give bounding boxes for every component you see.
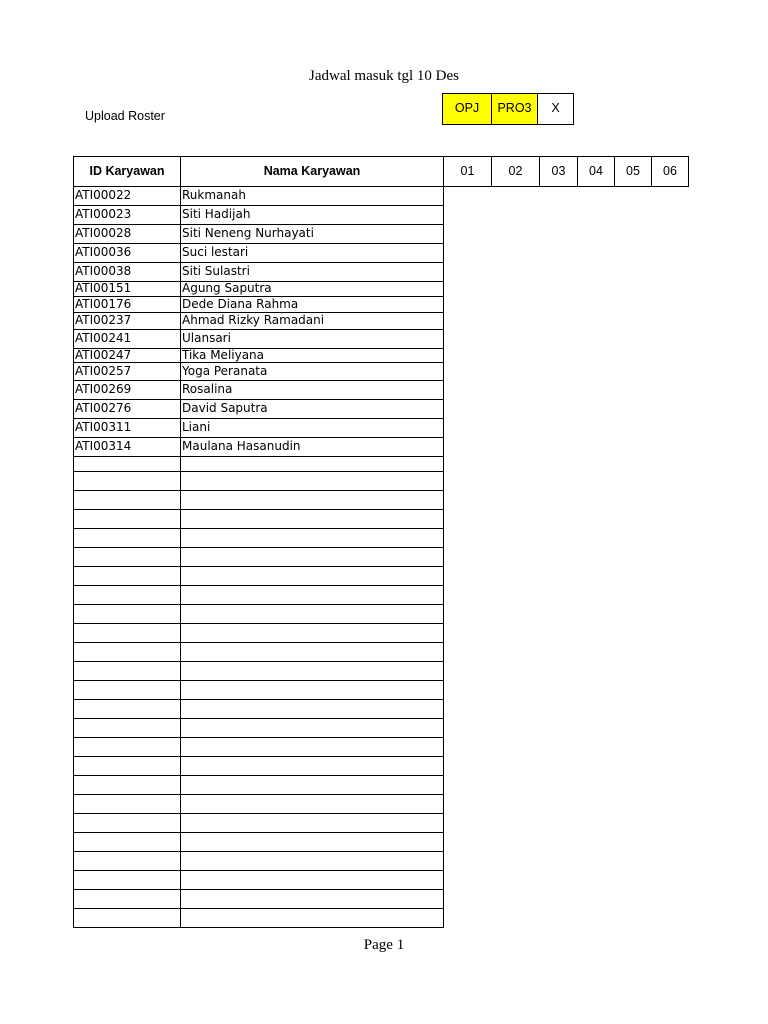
page-number: Page 1	[363, 937, 405, 953]
employee-name-cell: Rosalina	[181, 381, 444, 400]
employee-id-cell	[74, 510, 181, 529]
employee-id-cell: ATI00269	[74, 381, 181, 400]
employee-name-cell	[181, 757, 444, 776]
table-row	[74, 438, 689, 457]
employee-id-cell	[74, 472, 181, 491]
table-row	[74, 643, 689, 662]
table-row	[74, 187, 689, 206]
employee-name-cell	[181, 605, 444, 624]
table-row	[74, 814, 689, 833]
table-row	[74, 833, 689, 852]
employee-name-cell	[181, 643, 444, 662]
employee-name-cell	[181, 472, 444, 491]
table-body	[74, 187, 689, 928]
employee-id-cell	[74, 757, 181, 776]
employee-id-cell	[74, 681, 181, 700]
employee-id-cell	[74, 605, 181, 624]
table-row	[74, 282, 689, 297]
employee-name-cell	[181, 719, 444, 738]
table-row	[74, 297, 689, 313]
employee-id-cell: ATI00022	[74, 187, 181, 206]
table-row	[74, 400, 689, 419]
employee-id-cell	[74, 814, 181, 833]
employee-name-cell	[181, 662, 444, 681]
table-row	[74, 605, 689, 624]
employee-id-cell: ATI00247	[74, 349, 181, 363]
employee-name-cell	[181, 738, 444, 757]
employee-name-cell: Ulansari	[181, 330, 444, 349]
table-row	[74, 244, 689, 263]
table-row	[74, 890, 689, 909]
employee-name-cell: Agung Saputra	[181, 282, 444, 297]
employee-id-cell	[74, 719, 181, 738]
table-row	[74, 381, 689, 400]
table-row	[74, 681, 689, 700]
employee-name-cell	[181, 491, 444, 510]
employee-name-cell: Tika Meliyana	[181, 349, 444, 363]
employee-name-cell	[181, 567, 444, 586]
employee-name-cell	[181, 700, 444, 719]
table-row	[74, 719, 689, 738]
employee-name-cell	[181, 681, 444, 700]
shift-legend	[442, 93, 574, 125]
employee-name-cell: Rukmanah	[181, 187, 444, 206]
employee-id-cell: ATI00314	[74, 438, 181, 457]
employee-id-cell: ATI00151	[74, 282, 181, 297]
table-row	[74, 263, 689, 282]
employee-id-cell: ATI00176	[74, 297, 181, 313]
employee-id-cell: ATI00028	[74, 225, 181, 244]
table-row	[74, 510, 689, 529]
employee-id-cell: ATI00036	[74, 244, 181, 263]
employee-name-cell: Dede Diana Rahma	[181, 297, 444, 313]
employee-id-cell	[74, 624, 181, 643]
employee-name-cell	[181, 871, 444, 890]
employee-id-cell	[74, 871, 181, 890]
employee-name-cell	[181, 852, 444, 871]
table-row	[74, 909, 689, 928]
employee-name-cell	[181, 529, 444, 548]
employee-name-cell	[181, 586, 444, 605]
header-day-04: 04	[578, 156, 615, 187]
table-row	[74, 567, 689, 586]
page-title: Jadwal masuk tgl 10 Des	[309, 68, 459, 84]
employee-name-cell	[181, 624, 444, 643]
header-name: Nama Karyawan	[181, 156, 444, 187]
employee-name-cell	[181, 510, 444, 529]
employee-id-cell	[74, 548, 181, 567]
legend-x: X	[538, 94, 574, 124]
employee-id-cell	[74, 529, 181, 548]
table-row	[74, 871, 689, 890]
employee-id-cell: ATI00237	[74, 313, 181, 330]
table-row	[74, 852, 689, 871]
employee-name-cell	[181, 909, 444, 928]
header-day-03: 03	[540, 156, 578, 187]
employee-id-cell	[74, 662, 181, 681]
employee-id-cell: ATI00257	[74, 363, 181, 381]
table-row	[74, 738, 689, 757]
employee-id-cell	[74, 643, 181, 662]
employee-id-cell	[74, 795, 181, 814]
employee-id-cell	[74, 833, 181, 852]
employee-id-cell	[74, 909, 181, 928]
header-day-06: 06	[652, 156, 689, 187]
employee-name-cell: Siti Hadijah	[181, 206, 444, 225]
employee-name-cell	[181, 890, 444, 909]
employee-name-cell: David Saputra	[181, 400, 444, 419]
employee-name-cell: Yoga Peranata	[181, 363, 444, 381]
table-row	[74, 586, 689, 605]
employee-name-cell: Siti Sulastri	[181, 263, 444, 282]
employee-id-cell	[74, 457, 181, 472]
table-row	[74, 349, 689, 363]
employee-id-cell	[74, 890, 181, 909]
employee-name-cell	[181, 548, 444, 567]
employee-name-cell: Suci lestari	[181, 244, 444, 263]
table-row	[74, 472, 689, 491]
table-row	[74, 662, 689, 681]
table-row	[74, 795, 689, 814]
table-row	[74, 700, 689, 719]
employee-id-cell	[74, 567, 181, 586]
employee-id-cell: ATI00311	[74, 419, 181, 438]
legend-pro3: PRO3	[492, 94, 538, 124]
table-row	[74, 457, 689, 472]
employee-name-cell: Maulana Hasanudin	[181, 438, 444, 457]
employee-id-cell: ATI00241	[74, 330, 181, 349]
roster-table	[73, 156, 689, 928]
employee-id-cell: ATI00023	[74, 206, 181, 225]
table-row	[74, 491, 689, 510]
employee-name-cell	[181, 776, 444, 795]
header-day-02: 02	[492, 156, 540, 187]
employee-id-cell	[74, 700, 181, 719]
employee-name-cell	[181, 833, 444, 852]
table-row	[74, 206, 689, 225]
legend-opj: OPJ	[443, 94, 492, 124]
header-day-05: 05	[615, 156, 652, 187]
table-row	[74, 548, 689, 567]
table-row	[74, 419, 689, 438]
employee-name-cell	[181, 457, 444, 472]
employee-name-cell: Liani	[181, 419, 444, 438]
employee-id-cell	[74, 776, 181, 795]
employee-id-cell: ATI00038	[74, 263, 181, 282]
employee-name-cell	[181, 814, 444, 833]
table-row	[74, 624, 689, 643]
employee-name-cell	[181, 795, 444, 814]
header-id: ID Karyawan	[74, 156, 181, 187]
employee-id-cell: ATI00276	[74, 400, 181, 419]
table-row	[74, 330, 689, 349]
employee-id-cell	[74, 491, 181, 510]
table-row	[74, 225, 689, 244]
table-header-row	[74, 156, 689, 187]
employee-name-cell: Siti Neneng Nurhayati	[181, 225, 444, 244]
employee-name-cell: Ahmad Rizky Ramadani	[181, 313, 444, 330]
table-row	[74, 776, 689, 795]
employee-id-cell	[74, 852, 181, 871]
table-row	[74, 363, 689, 381]
table-row	[74, 529, 689, 548]
employee-id-cell	[74, 586, 181, 605]
table-row	[74, 757, 689, 776]
header-day-01: 01	[444, 156, 492, 187]
employee-id-cell	[74, 738, 181, 757]
table-row	[74, 313, 689, 330]
upload-roster-label: Upload Roster	[85, 109, 165, 123]
